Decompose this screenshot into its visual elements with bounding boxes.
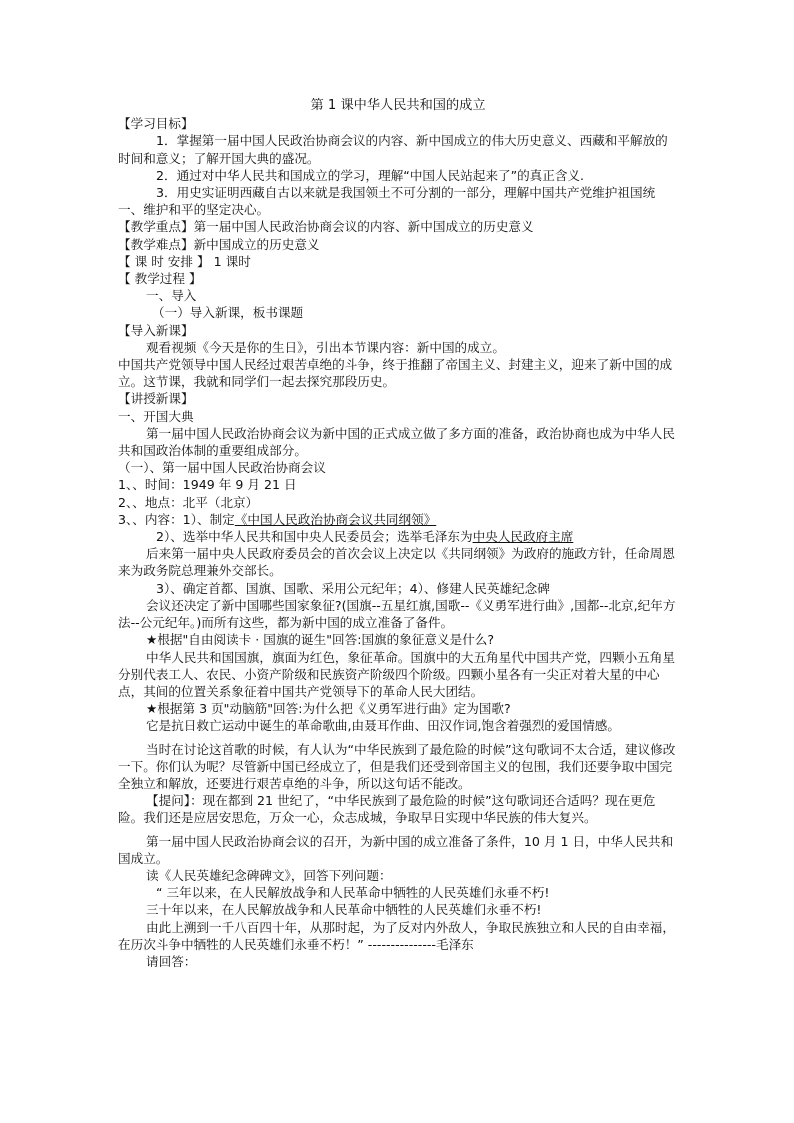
paragraph-text: 【教学重点】第一届中国人民政治协商会议的内容、新中国成立的历史意义 [118,219,534,235]
paragraph [118,792,678,826]
paragraph-text: 中华人民共和国国旗，旗面为红色，象征革命。国旗中的大五角星代中国共产党，四颗小五角星分别代表工人、农民、小资产阶级和民族资产阶级四个阶级。四颗小星各有一尖正对着大星的中心点，其间的位置关系象征着中国共产党领导下的革命人民大团结。 [118,649,675,699]
paragraph [118,408,678,425]
paragraph-text: 1、、时间：1949 年 9 月 21 日 [118,477,297,493]
underlined-text: 《中国人民政治协商会议共同纲领》 [234,511,437,527]
paragraph-text: 3．用史实证明西藏自古以来就是我国领土不可分割的一部分，理解中国共产党维护祖国统一、维护和平的坚定决心。 [118,185,656,218]
paragraph-text: 观看视频《今天是你的生日》，引出本节课内容：新中国的成立。 [146,339,505,355]
paragraph [118,390,678,407]
paragraph [118,511,678,528]
paragraph-text: 【 课 时 安排 】 1 课时 [118,253,251,269]
paragraph-text: 它是抗日救亡运动中诞生的革命歌曲,由聂耳作曲、田汉作词,饱含着强烈的爱国情感。 [146,718,620,734]
paragraph [118,339,678,356]
paragraph [118,270,678,287]
paragraph [118,236,678,253]
paragraph [118,218,678,235]
paragraph-text: 【 教学过程 】 [118,271,202,287]
paragraph-text: 会议还决定了新中国哪些国家象征?(国旗--五星红旗,国歌--《义勇军进行曲》,国都--北京,纪年方法--公元纪年。)而所有这些，都为新中国的成立准备了备件。 [118,597,676,631]
paragraph [118,953,678,970]
paragraph-text: 【导入新课】 [118,322,194,338]
paragraph [118,184,678,218]
paragraph-text: 后来第一届中央人民政府委员会的首次会议上决定以《共同纲领》为政府的施政方针，任命周恩来为政务院总理兼外交部长。 [118,546,675,579]
paragraph-text: 【讲授新课】 [118,391,194,407]
paragraph-text: 请回答： [146,953,197,969]
paragraph-text: 【提问】：现在都到 21 世纪了，“中华民族到了最危险的时候”这句歌词还合适吗？现在更危险。我们还是应居安思危，万众一心，众志成城，争取早日实现中华民族的伟大复兴。 [118,793,656,826]
paragraph-text: 第一届中国人民政治协商会议的召开，为新中国的成立准备了条件，10 月 1 日，中华人民共和国成立。 [118,833,674,866]
paragraph-text: ★根据"自由阅读卡 · 国旗的诞生"回答:国旗的象征意义是什么? [146,632,495,648]
paragraph-text: 【学习目标】 [118,116,194,132]
paragraph-text: “ 三年以来，在人民解放战争和人民革命中牺牲的人民英雄们永垂不朽! [156,885,550,901]
paragraph-text: 当时在讨论这首歌的时候，有人认为“中华民族到了最危险的时候”这句歌词不太合适，建议修改一下。你们认为呢？尽管新中国已经成立了，但是我们还受到帝国主义的包围，我们还要争取中国完全独立和解放，还要进行艰苦卓绝的斗争，所以这句话不能改。 [118,741,676,791]
paragraph-text: 读《人民英雄纪念碑碑文》，回答下列问题： [146,867,392,883]
paragraph-text: （一）、第一届中国人民政治协商会议 [118,460,326,476]
paragraph-text: 一、开国大典 [118,408,194,424]
paragraph [118,167,678,184]
underlined-text: 中央人民政府主席 [472,529,574,545]
paragraph-text: 3）、确定首都、国旗、国歌、采用公元纪年；4）、修建人民英雄纪念碑 [156,580,550,596]
document-page [118,97,678,970]
paragraph-text: 第一届中国人民政治协商会议为新中国的正式成立做了多方面的准备，政治协商也成为中华人民共和国政治体制的重要组成部分。 [118,425,675,459]
paragraph [118,867,678,884]
paragraph-text: （一）导入新课，板书课题 [152,305,304,321]
paragraph [118,833,678,867]
paragraph [118,580,678,597]
paragraph [118,528,678,545]
paragraph [118,132,678,166]
paragraph [118,304,678,321]
paragraph-text: 由此上溯到一千八百四十年，从那时起，为了反对内外敌人，争取民族独立和人民的自由幸福，在历次斗争中牺牲的人民英雄们永垂不朽！” ---------------毛泽东 [118,919,675,952]
paragraph [118,901,678,918]
paragraph [118,884,678,901]
paragraph [118,545,678,579]
document-body [118,115,678,970]
paragraph [118,476,678,493]
paragraph [118,356,678,390]
paragraph [118,287,678,304]
paragraph-text: 1．掌握第一届中国人民政治协商会议的内容、新中国成立的伟大历史意义、西藏和平解放的时间和意义；了解开国大典的盛况。 [118,133,668,166]
paragraph [118,649,678,701]
paragraph [118,425,678,459]
document-title: 第 1 课中华人民共和国的成立 [310,98,486,113]
paragraph-text: 2．通过对中华人民共和国成立的学习，理解“中国人民站起来了”的真正含义. [156,167,585,183]
paragraph [118,919,678,953]
paragraph [118,253,678,270]
paragraph [118,494,678,511]
paragraph-text: 一、导入 [146,288,197,304]
paragraph-text: 2）、选举中华人民共和国中央人民委员会；选举毛泽东为 [156,529,473,545]
paragraph-text: ★根据第 3 页"动脑筋"回答:为什么把《义勇军进行曲》定为国歌? [146,701,511,717]
paragraph [118,459,678,476]
paragraph-text: 【教学难点】新中国成立的历史意义 [118,236,320,252]
paragraph [118,115,678,132]
paragraph [118,717,678,734]
paragraph [118,597,678,631]
paragraph [118,741,678,793]
paragraph [118,700,678,717]
paragraph-text: 中国共产党领导中国人民经过艰苦卓绝的斗争，终于推翻了帝国主义、封建主义，迎来了新中国的成立。这节课，我就和同学们一起去探究那段历史。 [118,357,673,390]
paragraph-text: 三十年以来，在人民解放战争和人民革命中牺牲的人民英雄们永垂不朽! [146,902,542,918]
paragraph [118,631,678,648]
paragraph-text: 3、、内容：1）、制定 [118,511,235,527]
paragraph-text: 2、、地点：北平（北京） [118,494,259,510]
paragraph [118,322,678,339]
